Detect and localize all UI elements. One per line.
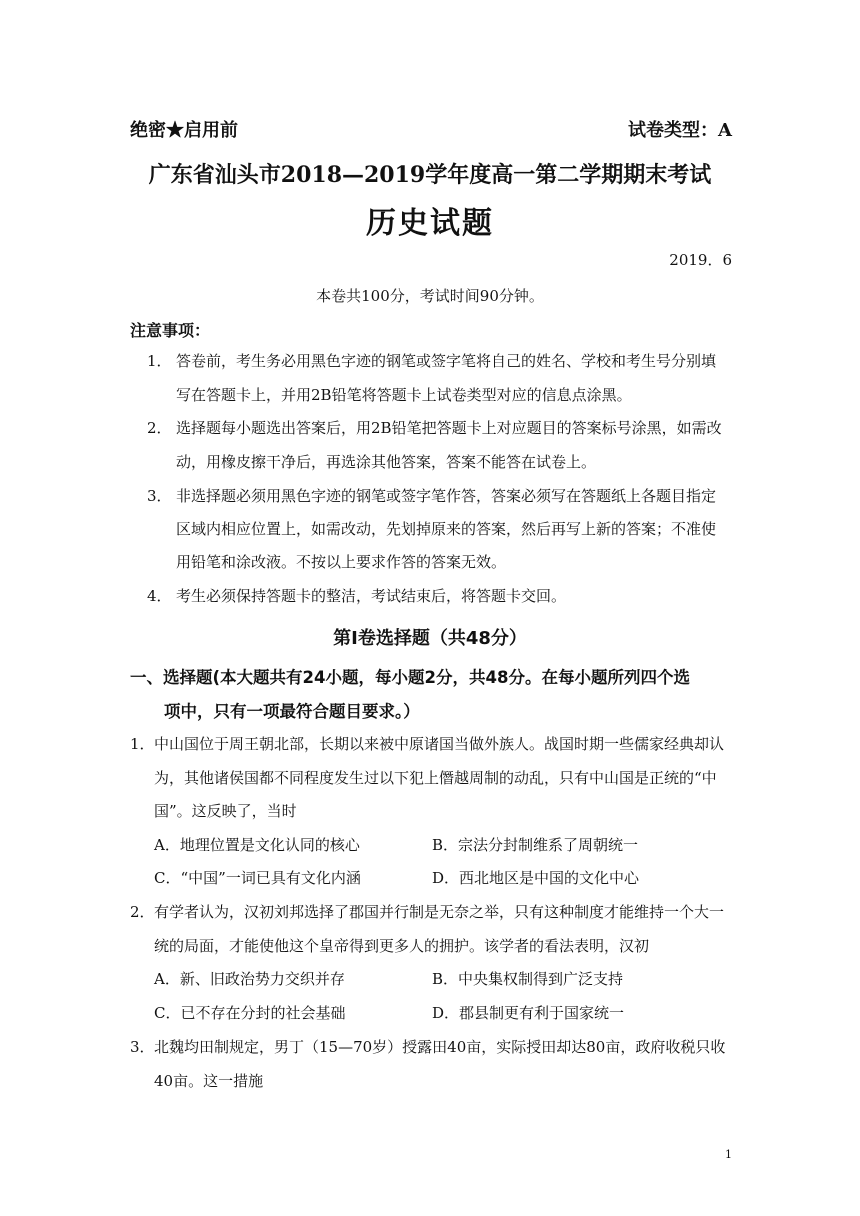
paper-type-label: 试卷类型：A (628, 120, 732, 141)
option-b: B．中央集权制得到广泛支持 (432, 970, 624, 988)
option-a: A．新、旧政治势力交织并存 (154, 970, 345, 988)
option-c: C．已不存在分封的社会基础 (154, 1004, 346, 1022)
question-line: 北魏均田制规定，男丁（15—70岁）授露田40亩，实际授田却达80亩，政府收税只收 (154, 1038, 726, 1056)
option-a: A．地理位置是文化认同的核心 (154, 836, 360, 854)
note-number: 1． (147, 352, 172, 370)
page-number: 1 (725, 1148, 732, 1161)
option-c: C．“中国”一词已具有文化内涵 (154, 869, 361, 887)
note-line: 非选择题必须用黑色字迹的钢笔或签字笔作答，答案必须写在答题纸上各题目指定 (176, 487, 717, 505)
section-heading: 第Ⅰ卷选择题（共48分） (333, 628, 527, 649)
note-line: 写在答题卡上，并用2B铅笔将答题卡上试卷类型对应的信息点涂黑。 (176, 386, 632, 404)
note-number: 3． (147, 487, 172, 505)
notes-heading: 注意事项： (130, 321, 211, 340)
part-heading-line: 一、选择题(本大题共有24小题，每小题2分，共48分。在每小题所列四个选 (130, 668, 690, 687)
exam-intro: 本卷共100分，考试时间90分钟。 (316, 287, 544, 305)
question-number: 1． (130, 735, 155, 753)
question-line: 40亩。这一措施 (154, 1072, 264, 1090)
exam-date: 2019．6 (669, 251, 732, 269)
note-line: 答卷前，考生务必用黑色字迹的钢笔或签字笔将自己的姓名、学校和考生号分别填 (176, 352, 717, 370)
exam-subtitle: 历史试题 (366, 206, 494, 241)
note-line: 动，用橡皮擦干净后，再选涂其他答案，答案不能答在试卷上。 (176, 453, 597, 471)
option-b: B．宗法分封制维系了周朝统一 (432, 836, 639, 854)
option-d: D．西北地区是中国的文化中心 (432, 869, 640, 887)
note-line: 用铅笔和涂改液。不按以上要求作答的答案无效。 (176, 553, 507, 571)
note-line: 考生必须保持答题卡的整洁，考试结束后，将答题卡交回。 (176, 587, 567, 605)
question-line: 国”。这反映了，当时 (154, 802, 297, 820)
question-line: 为，其他诸侯国都不同程度发生过以下犯上僭越周制的动乱，只有中山国是正统的“中 (154, 769, 717, 787)
exam-title: 广东省汕头市2018—2019学年度高一第二学期期末考试 (148, 162, 712, 188)
question-number: 3． (130, 1038, 155, 1056)
note-line: 选择题每小题选出答案后，用2B铅笔把答题卡上对应题目的答案标号涂黑，如需改 (176, 419, 722, 437)
note-line: 区域内相应位置上，如需改动，先划掉原来的答案，然后再写上新的答案；不准使 (176, 520, 717, 538)
option-d: D．郡县制更有利于国家统一 (432, 1004, 625, 1022)
confidential-label: 绝密★启用前 (130, 120, 238, 141)
part-heading-line: 项中，只有一项最符合题目要求。） (164, 702, 420, 721)
note-number: 2． (147, 419, 172, 437)
question-number: 2． (130, 903, 155, 921)
question-line: 中山国位于周王朝北部，长期以来被中原诸国当做外族人。战国时期一些儒家经典却认 (154, 735, 725, 753)
note-number: 4． (147, 587, 172, 605)
question-line: 统的局面，才能使他这个皇帝得到更多人的拥护。该学者的看法表明，汉初 (154, 937, 650, 955)
question-line: 有学者认为，汉初刘邦选择了郡国并行制是无奈之举，只有这种制度才能维持一个大一 (154, 903, 725, 921)
